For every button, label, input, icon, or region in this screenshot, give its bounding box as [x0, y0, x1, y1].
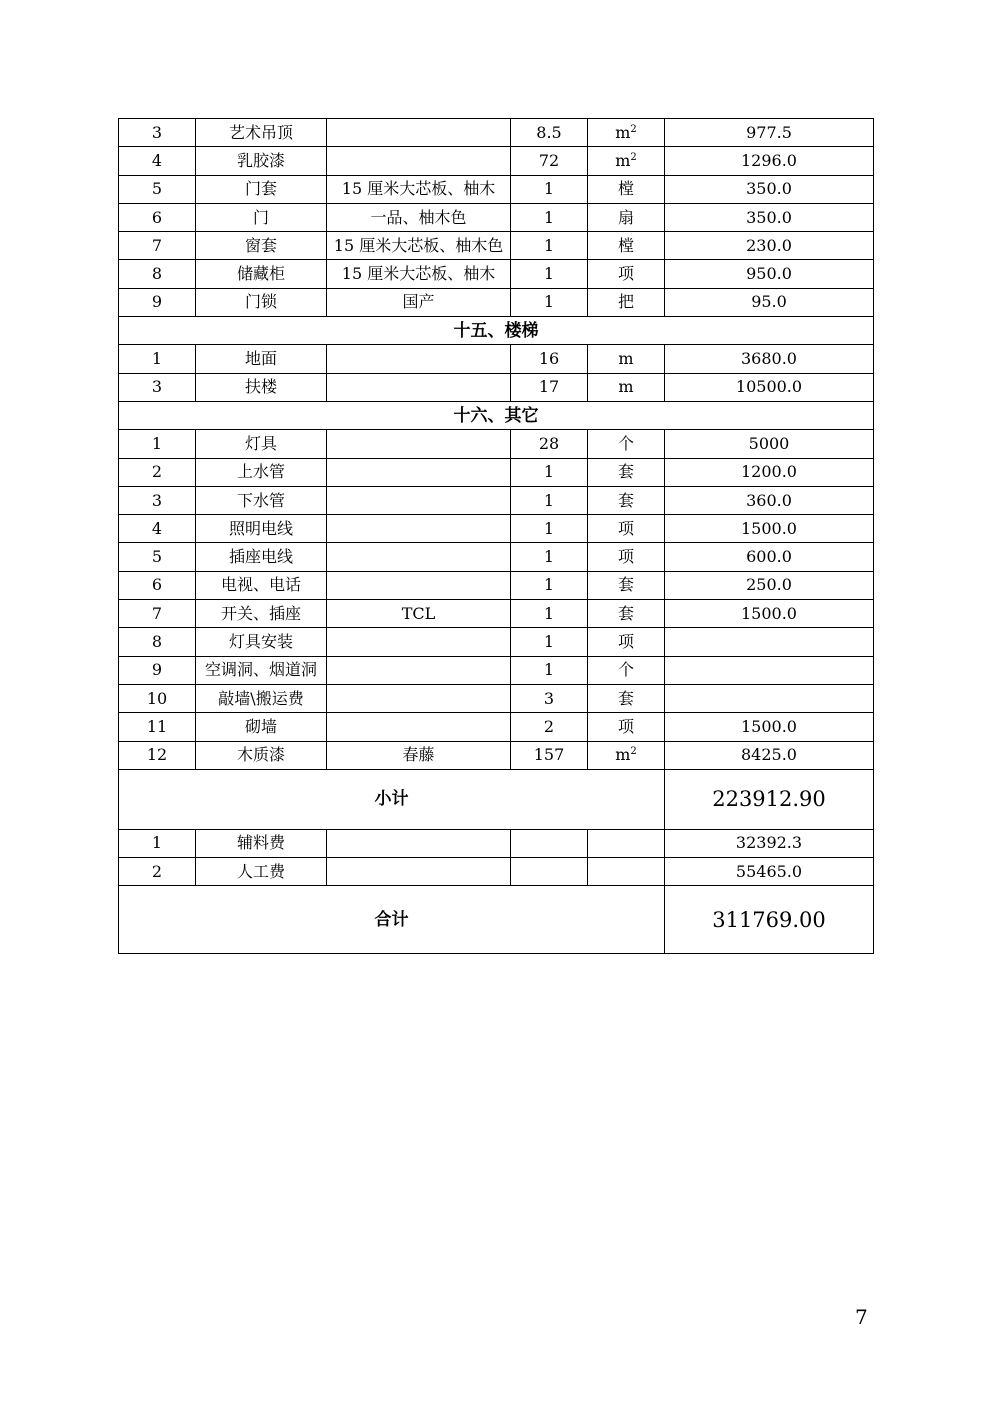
cell-unit — [588, 656, 665, 684]
unit-text: 套 — [617, 462, 634, 482]
cell-specification: 一品、柚木色 — [327, 203, 511, 231]
cell-unit — [588, 600, 665, 628]
unit-superscript: 2 — [630, 123, 637, 135]
cell-unit — [588, 713, 665, 741]
cell-unit — [588, 203, 665, 231]
cell-specification — [327, 430, 511, 458]
cell-unit — [588, 260, 665, 288]
cell-quantity: 8.5 — [511, 119, 588, 147]
table-row — [119, 515, 874, 543]
cell-amount: 600.0 — [665, 543, 874, 571]
cell-quantity: 1 — [511, 600, 588, 628]
unit-text: 个 — [617, 660, 634, 680]
cell-specification: 春藤 — [327, 741, 511, 769]
unit-text: m — [615, 122, 631, 142]
subtotal-amount: 223912.90 — [665, 769, 874, 829]
unit-text: 项 — [617, 716, 634, 736]
cell-item-name: 储藏柜 — [196, 260, 327, 288]
cell-unit — [588, 741, 665, 769]
cell-item-name: 窗套 — [196, 232, 327, 260]
cell-number: 12 — [119, 741, 196, 769]
unit-text: 樘 — [617, 235, 634, 255]
cell-quantity: 1 — [511, 628, 588, 656]
table-row — [119, 486, 874, 514]
unit-text: m — [618, 349, 634, 369]
table-row — [119, 543, 874, 571]
cell-specification — [327, 543, 511, 571]
cell-item-name: 上水管 — [196, 458, 327, 486]
unit-text: m — [615, 745, 631, 765]
cell-quantity: 1 — [511, 288, 588, 316]
unit-superscript: 2 — [630, 746, 637, 758]
cell-unit — [588, 628, 665, 656]
section-title-other: 十六、其它 — [119, 401, 874, 429]
cell-specification — [327, 628, 511, 656]
cell-amount: 350.0 — [665, 203, 874, 231]
cell-amount: 1500.0 — [665, 713, 874, 741]
cell-specification: 15 厘米大芯板、柚木 — [327, 175, 511, 203]
table-row — [119, 571, 874, 599]
cell-unit — [588, 543, 665, 571]
table-row — [119, 829, 874, 857]
cell-amount: 1200.0 — [665, 458, 874, 486]
cell-quantity: 3 — [511, 684, 588, 712]
cell-quantity: 2 — [511, 713, 588, 741]
cell-item-name: 乳胶漆 — [196, 147, 327, 175]
total-amount: 311769.00 — [665, 886, 874, 954]
table-row — [119, 600, 874, 628]
cell-number: 5 — [119, 543, 196, 571]
subtotal-row — [119, 769, 874, 829]
cell-specification — [327, 458, 511, 486]
cell-specification — [327, 515, 511, 543]
unit-text: 个 — [617, 433, 634, 453]
cell-item-name: 扶楼 — [196, 373, 327, 401]
table-row — [119, 458, 874, 486]
table-row — [119, 656, 874, 684]
cell-unit — [588, 858, 665, 886]
cell-number: 2 — [119, 458, 196, 486]
cell-specification — [327, 829, 511, 857]
unit-text: 樘 — [617, 179, 634, 199]
cell-number: 1 — [119, 829, 196, 857]
cell-specification — [327, 486, 511, 514]
cell-number: 7 — [119, 232, 196, 260]
cell-item-name: 门 — [196, 203, 327, 231]
cell-number: 3 — [119, 486, 196, 514]
cell-amount: 360.0 — [665, 486, 874, 514]
cell-item-name: 木质漆 — [196, 741, 327, 769]
cell-number: 11 — [119, 713, 196, 741]
subtotal-label: 小计 — [119, 769, 665, 829]
cell-item-name: 门锁 — [196, 288, 327, 316]
cell-item-name: 砌墙 — [196, 713, 327, 741]
unit-superscript: 2 — [630, 151, 637, 163]
cell-quantity: 16 — [511, 345, 588, 373]
table-row — [119, 741, 874, 769]
cell-unit — [588, 571, 665, 599]
page-number: 7 — [855, 1305, 868, 1329]
cell-quantity: 28 — [511, 430, 588, 458]
cell-specification: TCL — [327, 600, 511, 628]
cell-item-name: 艺术吊顶 — [196, 119, 327, 147]
cell-amount — [665, 628, 874, 656]
cell-specification: 国产 — [327, 288, 511, 316]
cell-amount: 230.0 — [665, 232, 874, 260]
cell-item-name: 灯具安装 — [196, 628, 327, 656]
table-row — [119, 373, 874, 401]
unit-text: 把 — [617, 292, 634, 312]
cell-unit — [588, 288, 665, 316]
cell-amount: 950.0 — [665, 260, 874, 288]
cell-unit — [588, 119, 665, 147]
unit-text: 套 — [617, 603, 634, 623]
cell-unit — [588, 373, 665, 401]
cell-unit — [588, 829, 665, 857]
cell-item-name: 敲墙\搬运费 — [196, 684, 327, 712]
table-row — [119, 232, 874, 260]
cell-item-name: 照明电线 — [196, 515, 327, 543]
cell-item-name: 电视、电话 — [196, 571, 327, 599]
cell-amount: 55465.0 — [665, 858, 874, 886]
cell-quantity: 1 — [511, 571, 588, 599]
cell-amount: 1500.0 — [665, 515, 874, 543]
section-title-stairs: 十五、楼梯 — [119, 317, 874, 345]
cell-specification — [327, 713, 511, 741]
cell-amount: 250.0 — [665, 571, 874, 599]
cell-specification — [327, 858, 511, 886]
unit-text: m — [615, 150, 631, 170]
cell-number: 3 — [119, 119, 196, 147]
cell-amount: 8425.0 — [665, 741, 874, 769]
cell-amount: 3680.0 — [665, 345, 874, 373]
cell-number: 9 — [119, 288, 196, 316]
table-row — [119, 628, 874, 656]
cell-item-name: 灯具 — [196, 430, 327, 458]
cell-amount — [665, 656, 874, 684]
cell-specification — [327, 684, 511, 712]
cell-quantity — [511, 829, 588, 857]
cell-quantity: 1 — [511, 543, 588, 571]
cell-amount: 10500.0 — [665, 373, 874, 401]
section-header-row — [119, 317, 874, 345]
cell-quantity: 1 — [511, 656, 588, 684]
cell-quantity: 1 — [511, 458, 588, 486]
cell-unit — [588, 430, 665, 458]
cell-number: 2 — [119, 858, 196, 886]
cell-item-name: 辅料费 — [196, 829, 327, 857]
cell-amount — [665, 684, 874, 712]
cell-quantity: 157 — [511, 741, 588, 769]
cell-item-name: 下水管 — [196, 486, 327, 514]
cell-specification: 15 厘米大芯板、柚木色 — [327, 232, 511, 260]
cell-specification — [327, 656, 511, 684]
cell-item-name: 插座电线 — [196, 543, 327, 571]
cell-number: 1 — [119, 430, 196, 458]
unit-text: 项 — [617, 518, 634, 538]
cell-number: 1 — [119, 345, 196, 373]
section-header-row — [119, 401, 874, 429]
cell-specification — [327, 373, 511, 401]
cell-specification — [327, 147, 511, 175]
cell-unit — [588, 486, 665, 514]
cell-number: 3 — [119, 373, 196, 401]
cell-unit — [588, 458, 665, 486]
cell-item-name: 地面 — [196, 345, 327, 373]
unit-text: m — [618, 377, 634, 397]
unit-text: 扇 — [617, 207, 634, 227]
table-row — [119, 345, 874, 373]
table-row — [119, 288, 874, 316]
cell-specification — [327, 571, 511, 599]
cell-quantity: 1 — [511, 232, 588, 260]
cell-amount: 1296.0 — [665, 147, 874, 175]
cell-amount: 1500.0 — [665, 600, 874, 628]
table-row — [119, 858, 874, 886]
cell-quantity: 1 — [511, 515, 588, 543]
cell-number: 6 — [119, 203, 196, 231]
unit-text: 套 — [617, 575, 634, 595]
cell-quantity — [511, 858, 588, 886]
cell-quantity: 1 — [511, 260, 588, 288]
unit-text: 套 — [617, 490, 634, 510]
cell-quantity: 17 — [511, 373, 588, 401]
budget-table — [118, 118, 874, 954]
cell-item-name: 人工费 — [196, 858, 327, 886]
cell-specification — [327, 345, 511, 373]
cell-item-name: 空调洞、烟道洞 — [196, 656, 327, 684]
cell-number: 4 — [119, 147, 196, 175]
cell-unit — [588, 175, 665, 203]
cell-amount: 32392.3 — [665, 829, 874, 857]
cell-amount: 350.0 — [665, 175, 874, 203]
cell-number: 5 — [119, 175, 196, 203]
total-row — [119, 886, 874, 954]
cell-quantity: 1 — [511, 203, 588, 231]
cell-amount: 977.5 — [665, 119, 874, 147]
table-row — [119, 119, 874, 147]
cell-number: 10 — [119, 684, 196, 712]
table-row — [119, 260, 874, 288]
cell-amount: 95.0 — [665, 288, 874, 316]
cell-number: 6 — [119, 571, 196, 599]
cell-item-name: 门套 — [196, 175, 327, 203]
table-row — [119, 175, 874, 203]
table-row — [119, 684, 874, 712]
unit-text: 项 — [617, 264, 634, 284]
cell-specification — [327, 119, 511, 147]
unit-text: 套 — [617, 688, 634, 708]
cell-quantity: 72 — [511, 147, 588, 175]
cell-number: 9 — [119, 656, 196, 684]
cell-number: 8 — [119, 260, 196, 288]
unit-text: 项 — [617, 547, 634, 567]
cell-unit — [588, 515, 665, 543]
table-row — [119, 713, 874, 741]
table-row — [119, 147, 874, 175]
cell-number: 8 — [119, 628, 196, 656]
cell-number: 7 — [119, 600, 196, 628]
cell-quantity: 1 — [511, 486, 588, 514]
table-row — [119, 430, 874, 458]
cell-unit — [588, 232, 665, 260]
total-label: 合计 — [119, 886, 665, 954]
cell-specification: 15 厘米大芯板、柚木 — [327, 260, 511, 288]
cell-unit — [588, 684, 665, 712]
table-row — [119, 203, 874, 231]
cell-item-name: 开关、插座 — [196, 600, 327, 628]
cell-unit — [588, 147, 665, 175]
unit-text: 项 — [617, 631, 634, 651]
cell-number: 4 — [119, 515, 196, 543]
cell-quantity: 1 — [511, 175, 588, 203]
cell-unit — [588, 345, 665, 373]
cell-amount: 5000 — [665, 430, 874, 458]
